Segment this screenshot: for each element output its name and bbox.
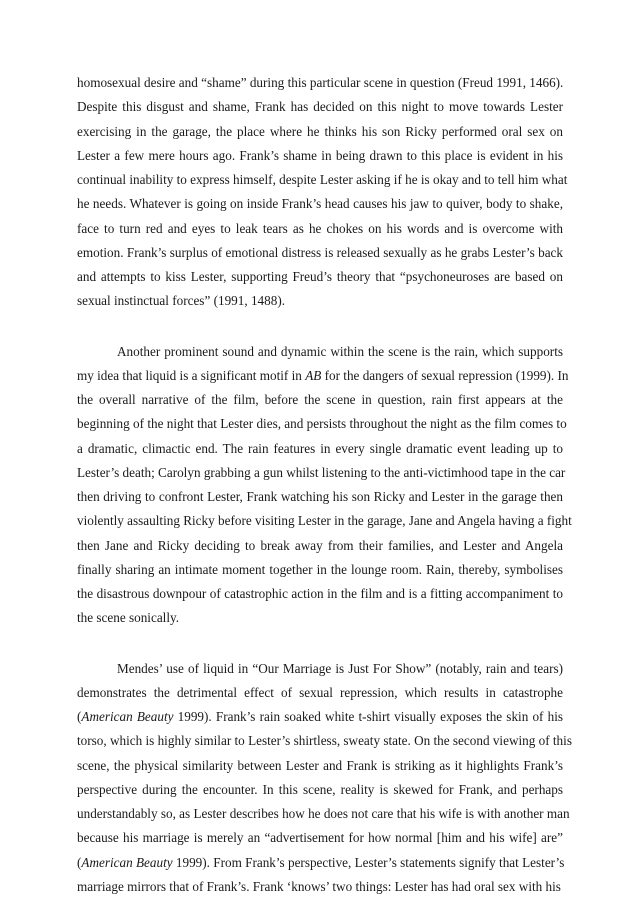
text-line: Another prominent sound and dynamic within the scene is the rain, which supports xyxy=(117,343,563,359)
text-line: face to turn red and eyes to leak tears as he chokes on his words and is overcome with xyxy=(77,220,563,236)
text-line: homosexual desire and “shame” during this particular scene in question (Freud 1991, 1466). xyxy=(77,75,564,90)
text-line: Despite this disgust and shame, Frank has decided on this night to move towards Lester xyxy=(77,99,563,115)
text-line: emotion. Frank’s surplus of emotional distress is released sexually as he grabs Lester’s back xyxy=(77,244,563,260)
text-line: continual inability to express himself, despite Lester asking if he is okay and to tell him what xyxy=(77,172,568,187)
text-line: exercising in the garage, the place where he thinks his son Ricky performed oral sex on xyxy=(77,123,563,139)
text-line: Mendes’ use of liquid in “Our Marriage is Just For Show” (notably, rain and tears) xyxy=(117,660,563,676)
italic-title: AB xyxy=(305,367,322,383)
italic-title: American Beauty xyxy=(81,709,174,724)
body-text xyxy=(77,71,572,899)
text-line: beginning of the night that Lester dies, and persists throughout the night as the film comes to xyxy=(77,416,567,432)
text-line: and attempts to kiss Lester, supporting Freud’s theory that “psychoneuroses are based on xyxy=(77,269,563,284)
paragraph xyxy=(77,71,568,314)
text-line: (American Beauty 1999). From Frank’s perspective, Lester’s statements signify that Lester’s xyxy=(77,854,565,870)
text-line: because his marriage is merely an “advertisement for how normal [him and his wife] are” xyxy=(77,830,563,846)
text-line: the disastrous downpour of catastrophic action in the film and is a fitting accompaniment to xyxy=(77,586,563,601)
text-line: my idea that liquid is a significant motif in AB for the dangers of sexual repression (1999). In xyxy=(77,367,569,383)
text-line: Lester’s death; Carolyn grabbing a gun whilst listening to the anti-victimhood tape in the car xyxy=(77,464,566,480)
text-line: demonstrates the detrimental effect of sexual repression, which results in catastrophe xyxy=(77,684,563,700)
text-line: a dramatic, climactic end. The rain features in every single dramatic event leading up to xyxy=(77,440,563,456)
text-line: violently assaulting Ricky before visiting Lester in the garage, Jane and Angela having a fight xyxy=(77,513,572,529)
paragraph xyxy=(77,657,572,900)
text-line: the scene sonically. xyxy=(77,610,180,626)
paragraph xyxy=(77,340,572,631)
text-line: (American Beauty 1999). Frank’s rain soaked white t-shirt visually exposes the skin of his xyxy=(77,709,563,724)
italic-title: American Beauty xyxy=(81,854,173,870)
text-line: marriage mirrors that of Frank’s. Frank ‘knows’ two things: Lester has had oral sex with his xyxy=(77,878,561,894)
text-line: torso, which is highly similar to Lester’s shirtless, sweaty state. On the second viewing of this xyxy=(77,733,572,749)
text-line: the overall narrative of the film, before the scene in question, rain first appears at the xyxy=(77,392,563,407)
text-line: finally sharing an intimate moment together in the lounge room. Rain, thereby, symbolises xyxy=(77,561,563,577)
text-line: he needs. Whatever is going on inside Frank’s head causes his jaw to quiver, body to shake, xyxy=(77,196,563,212)
text-line: perspective during the encounter. In this scene, reality is skewed for Frank, and perhaps xyxy=(77,781,563,797)
text-line: sexual instinctual forces” (1991, 1488). xyxy=(77,293,286,309)
text-line: Lester a few mere hours ago. Frank’s shame in being drawn to this place is evident in his xyxy=(77,147,563,163)
text-line: scene, the physical similarity between Lester and Frank is striking as it highlights Frank’s xyxy=(77,757,563,773)
text-line: then driving to confront Lester, Frank watching his son Ricky and Lester in the garage then xyxy=(77,489,563,504)
text-line: understandably so, as Lester describes how he does not care that his wife is with another man xyxy=(77,806,570,821)
text-line: then Jane and Ricky deciding to break away from their families, and Lester and Angela xyxy=(77,537,563,553)
